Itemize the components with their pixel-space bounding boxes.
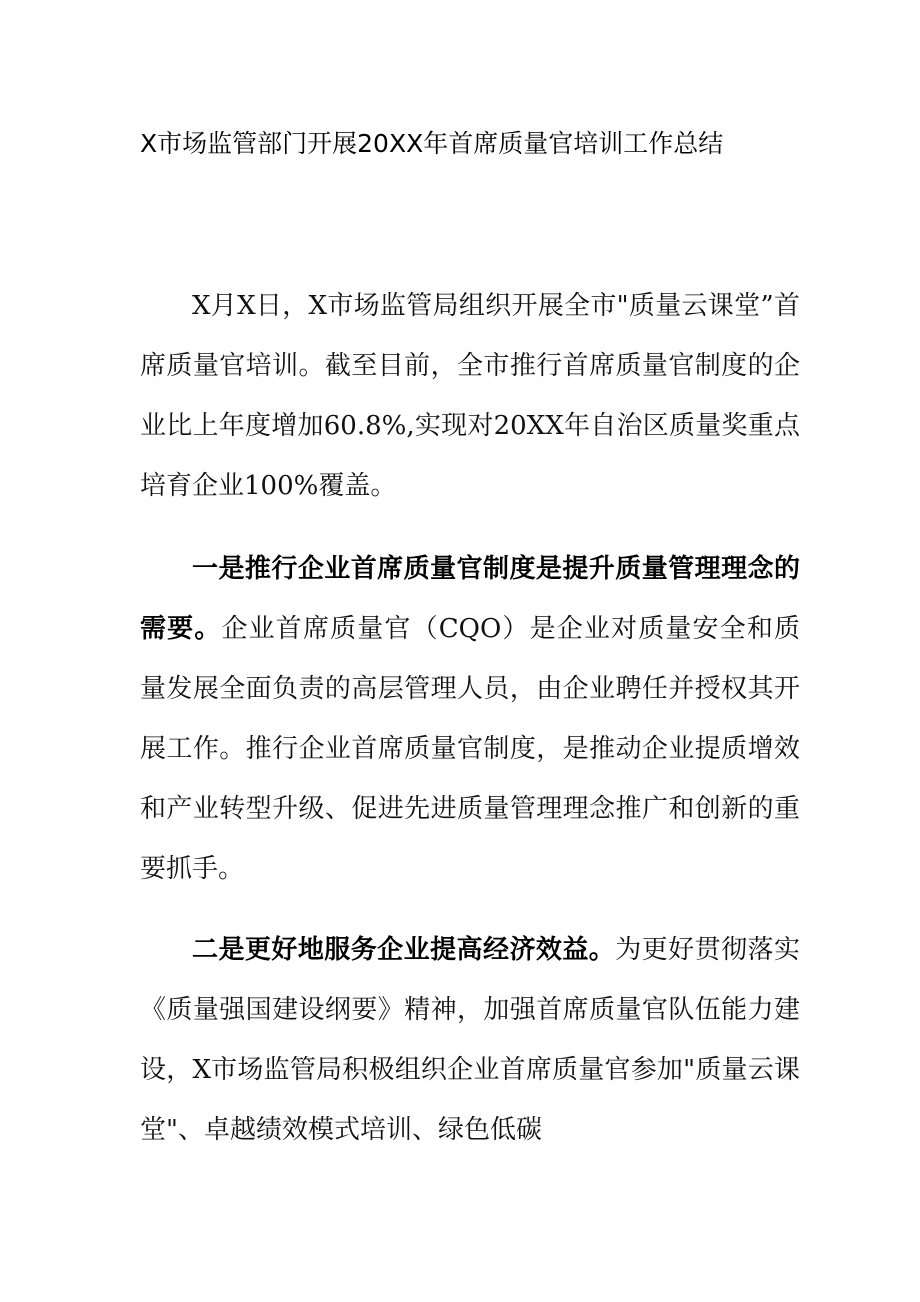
paragraph-point-two [140,920,800,1160]
paragraph-point-one [140,539,800,899]
paragraph-body: 为更好贯彻落实《质量强国建设纲要》精神，加强首席质量官队伍能力建设，X市场监管局积极组织企业首席质量官参加"质量云课堂"、卓越绩效模式培训、绿色低碳 [140,935,800,1145]
paragraph-body: X月X日，X市场监管局组织开展全市"质量云课堂”首席质量官培训。截至目前，全市推行首席质量官制度的企业比上年度增加60.8%,实现对20XX年自治区质量奖重点培育企业100%覆盖。 [140,291,800,501]
document-title: X市场监管部门开展20XX年首席质量官培训工作总结 [140,129,724,158]
paragraph-lead: 一是推行企业首席质量官制度是提升质量管理理念的需要。 [140,554,800,644]
paragraph-intro [140,276,800,516]
paragraph-lead: 二是更好地服务企业提高经济效益。 [192,935,616,965]
paragraph-body: 企业首席质量官（CQO）是企业对质量安全和质量发展全面负责的高层管理人员，由企业聘任并授权其开展工作。推行企业首席质量官制度，是推动企业提质增效和产业转型升级、促进先进质量管理理念推广和创新的重要抓手。 [140,614,800,884]
